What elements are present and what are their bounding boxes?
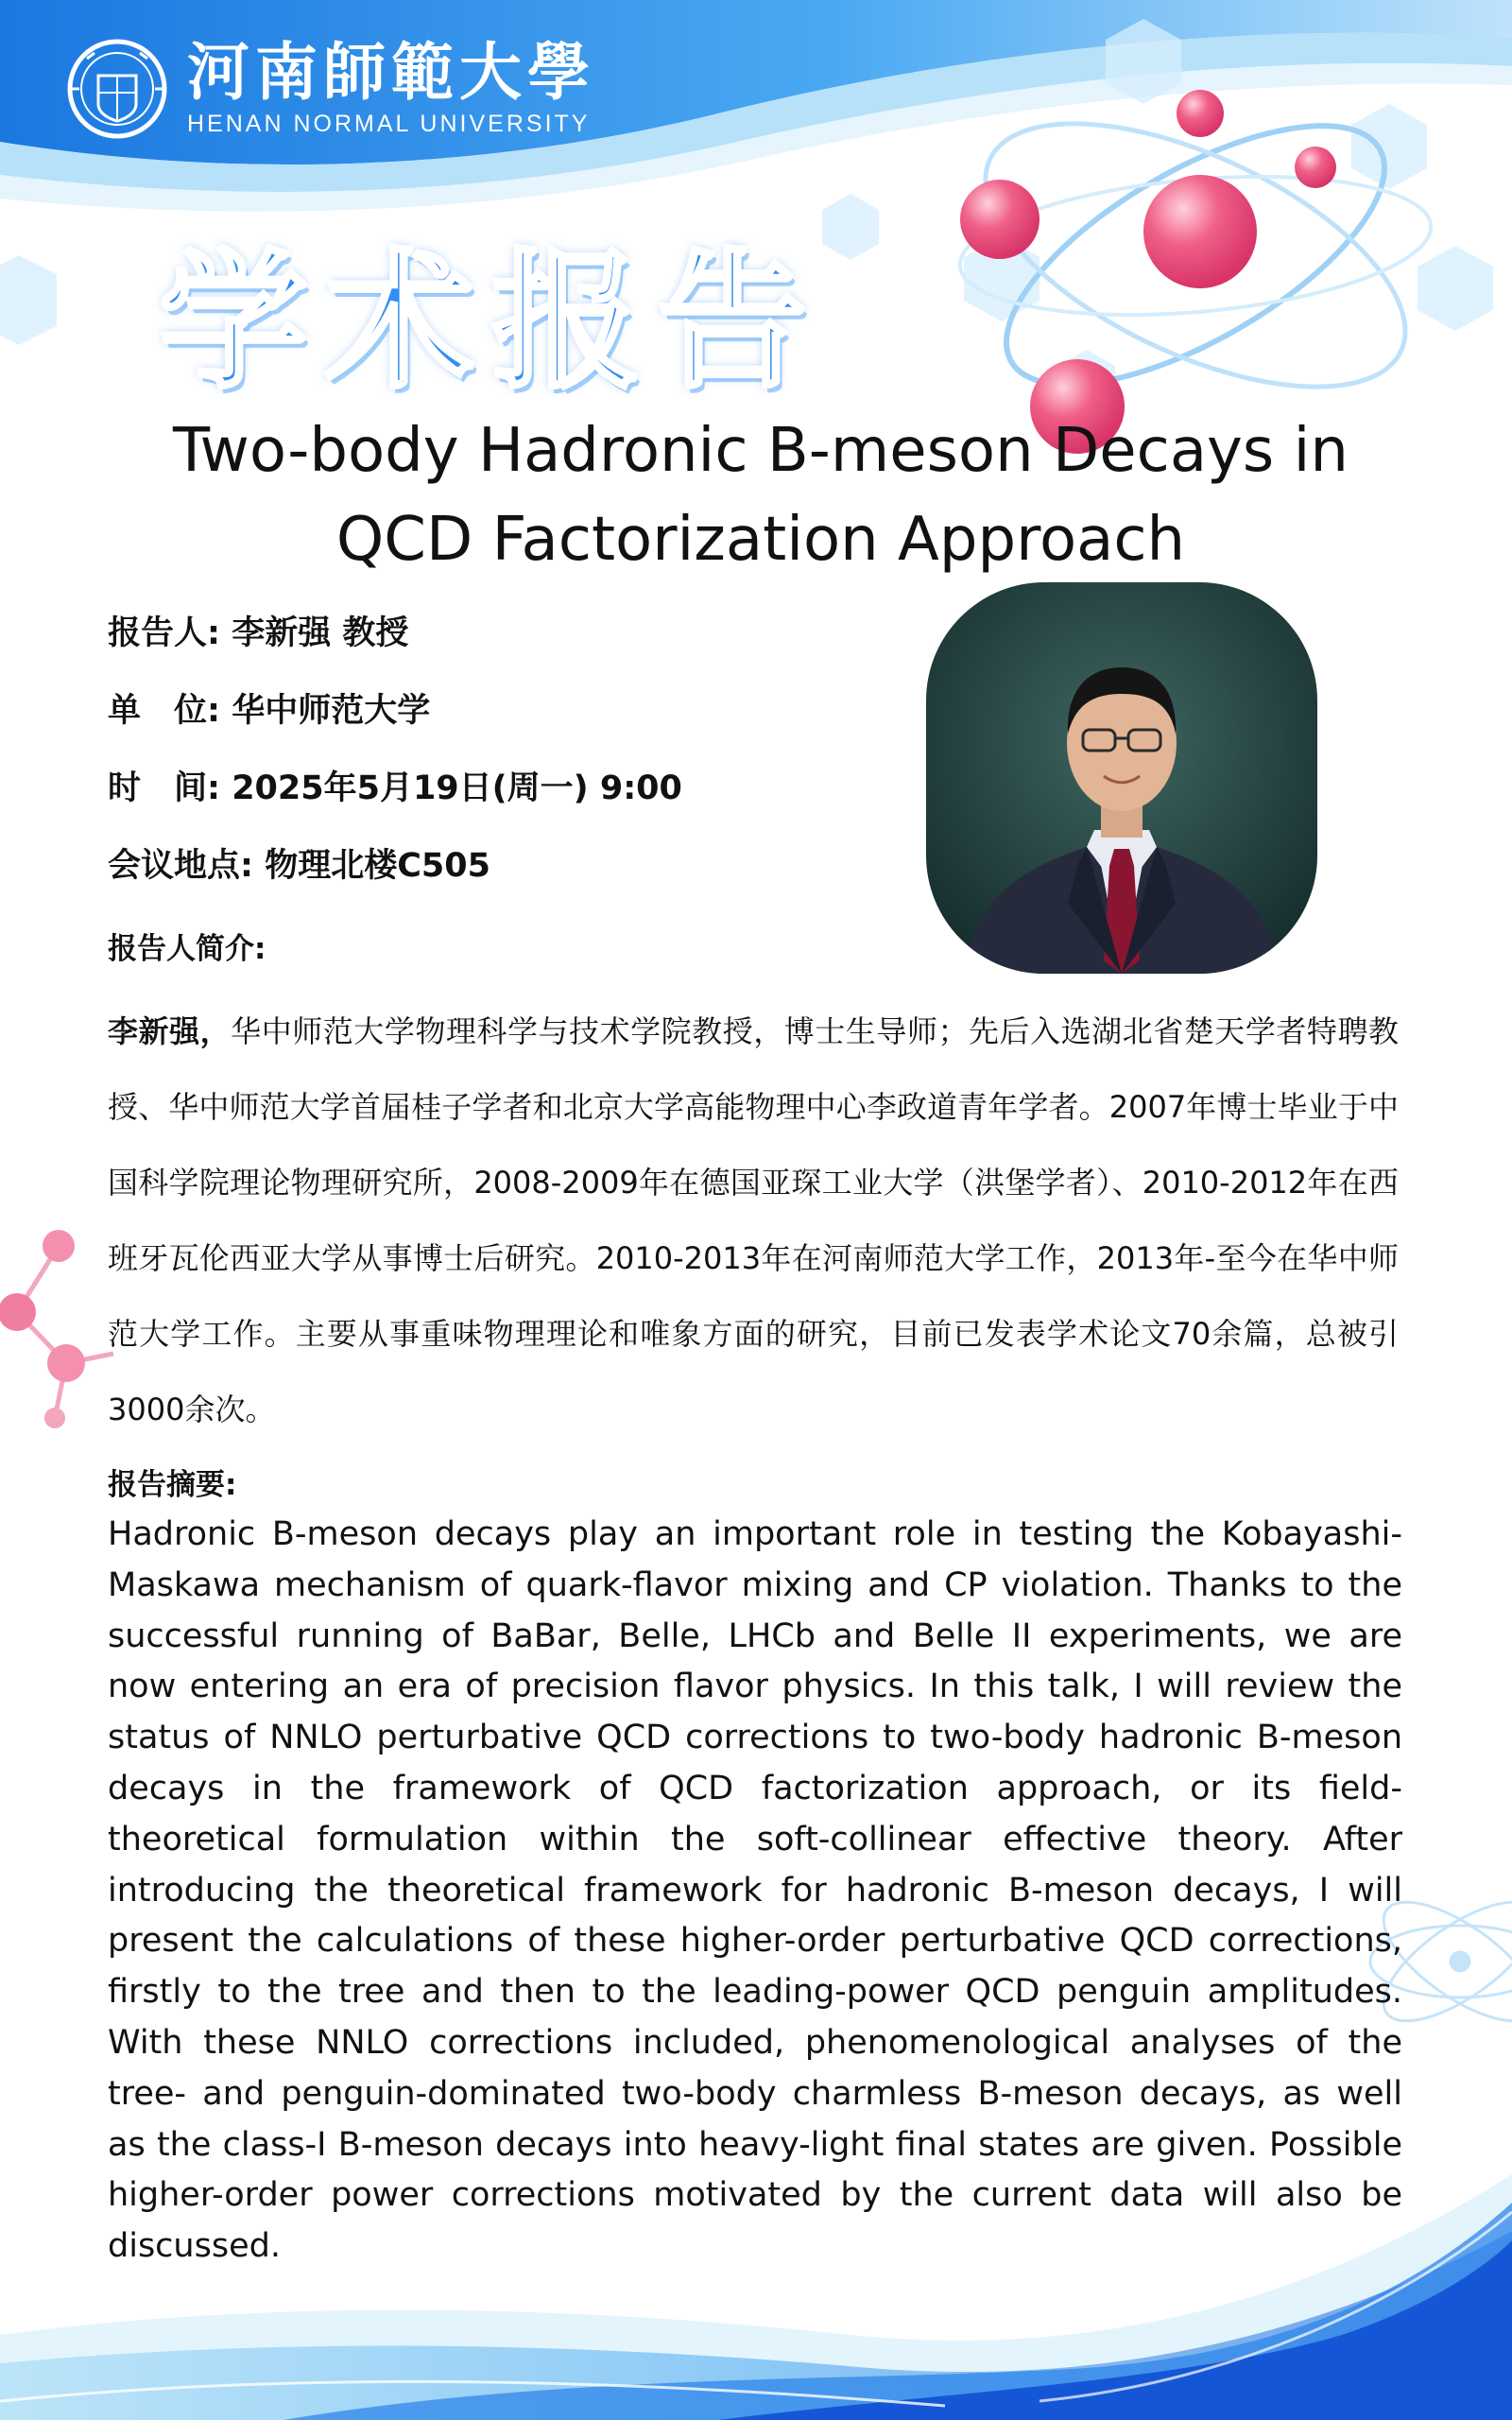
- bio-heading: 报告人简介:: [108, 932, 266, 966]
- speaker-photo: [926, 582, 1317, 974]
- time-line: [108, 762, 682, 809]
- talk-title-line: Two-body Hadronic B-meson Decays in: [173, 416, 1349, 486]
- abstract-paragraph: Hadronic B-meson decays play an important role in testing the Kobayashi-Maskawa mechanism of quark-flavor mixing and CP violation. Thanks to the successful running of BaBar, Belle, LHCb and Belle II experiments, we are now entering an era of precision flavor physics. In this talk, I will review the status of NNLO perturbative QCD corrections to two-body hadronic B-meson decays in the framework of QCD factorization approach, or its field-theoretical formulation within the soft-collinear effective theory. After introducing the theoretical framework for hadronic B-meson decays, I will present the calculations of these higher-order perturbative QCD corrections, firstly to the tree and then to the leading-power QCD penguin amplitudes. With these NNLO corrections included, phenomenological analyses of the tree- and penguin-dominated two-body charmless B-meson decays, as well as the class-I B-meson decays into heavy-light final states are given. Possible higher-order power corrections motivated by the current data will also be discussed.: [108, 1515, 1402, 2266]
- time-value: 2025年5月19日(周一) 9:00: [232, 769, 682, 807]
- university-name-zh: 河南師範大學: [187, 34, 595, 109]
- talk-title: [94, 406, 1427, 584]
- university-name: [187, 34, 595, 138]
- unit-line: [108, 684, 430, 732]
- molecule-icon: [0, 1230, 113, 1428]
- banner-heading: 学术报告: [159, 235, 824, 409]
- speaker-name-bold: 李新强，: [108, 1013, 232, 1049]
- speaker-line: [108, 607, 408, 654]
- speaker-value: 李新强 教授: [232, 614, 409, 652]
- speaker-portrait-image: [926, 582, 1317, 974]
- talk-title-line: QCD Factorization Approach: [335, 505, 1186, 575]
- university-name-en: HENAN NORMAL UNIVERSITY: [187, 110, 591, 137]
- bio-text: 华中师范大学物理科学与技术学院教授，博士生导师；先后入选湖北省楚天学者特聘教授、华中师范大学首届桂子学者和北京大学高能物理中心李政道青年学者。2007年博士毕业于中国科学院理论物理研究所，2008-2009年在德国亚琛工业大学（洪堡学者）、2010-2012年在西班牙瓦伦西亚大学从事博士后研究。2010-2013年在河南师范大学工作，2013年-至今在华中师范大学工作。主要从事重味物理理论和唯象方面的研究，目前已发表学术论文70余篇，总被引3000余次。: [108, 1013, 1399, 1427]
- university-seal-icon: [66, 38, 168, 140]
- speaker-label: 报告人:: [108, 614, 220, 652]
- unit-label: 单 位:: [108, 692, 220, 730]
- time-label: 时 间:: [108, 769, 220, 807]
- university-logo: [66, 34, 595, 140]
- unit-value: 华中师范大学: [232, 692, 431, 730]
- abstract-heading: 报告摘要:: [108, 1468, 237, 1502]
- venue-line: [108, 839, 490, 887]
- venue-value: 物理北楼C505: [265, 847, 490, 885]
- bio-paragraph: [108, 994, 1399, 1447]
- venue-label: 会议地点:: [108, 847, 253, 885]
